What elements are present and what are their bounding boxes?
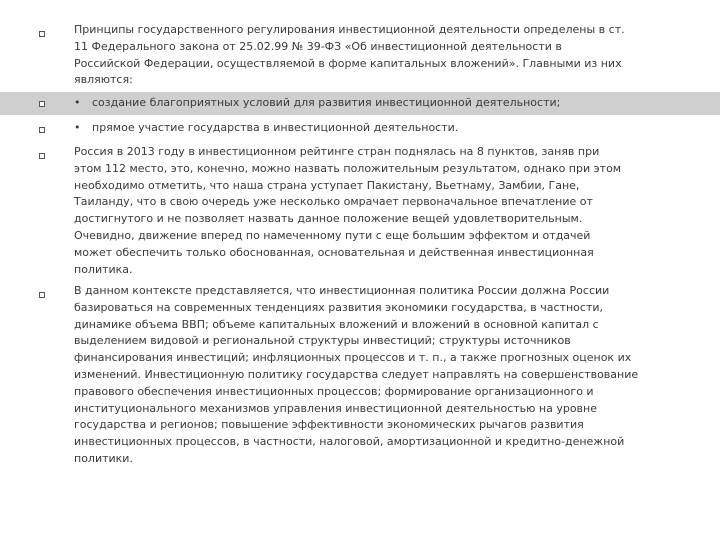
paragraph-policy: В данном контексте представляется, что инвестиционная политика России должна России базироваться на современных тенденциях развития экономики государства, в частности, динамике объема ВВП; объеме капитальных вложений и вложений в основной капитал с выделением видовой и региональной структуры инвестиций; структуры источников финансирования инвестиций; инфляционных процессов и т. п., а также прогнозных оценок их изменений. Инвестиционную политику государства следует направлять на совершенствование правового обеспечения инвестиционных процессов; формирование организационного и институционального механизмов управления инвестиционной деятельностью на уровне государства и регионов; повышение эффективности экономических рычагов развития инвестиционных процессов, в частности, налоговой, амортизационной и кредитно-денежной политики.	[74, 284, 639, 465]
sub-item-text: прямое участие государства в инвестиционной деятельности.	[92, 121, 459, 134]
square-bullet-icon	[39, 31, 45, 37]
square-bullet-icon	[39, 127, 45, 133]
dot-bullet-icon: •	[74, 121, 81, 134]
square-bullet-icon	[39, 153, 45, 159]
square-bullet-icon	[39, 101, 45, 107]
sub-item-text: создание благоприятных условий для развития инвестиционной деятельности;	[92, 96, 561, 109]
paragraph-rating: Россия в 2013 году в инвестиционном рейтинге стран поднялась на 8 пунктов, заняв при этом 112 место, это, конечно, можно назвать положительным результатом, однако при этом необходимо отметить, что наша страна уступает Пакистану, Вьетнаму, Замбии, Гане, Таиланду, что в свою очередь уже несколько омрачает первоначальное впечатление от достигнутого и не позволяет назвать данное положение вещей удовлетворительным. Очевидно, движение вперед по намеченному пути с еще большим эффектом и отдачей может обеспечить только обоснованная, основательная и действенная инвестиционная политика.	[74, 145, 622, 276]
square-bullet-icon	[39, 292, 45, 298]
paragraph-principles: Принципы государственного регулирования инвестиционной деятельности определены в ст. 11 Федерального закона от 25.02.99 № 39-ФЗ «Об инвестиционной деятельности в Российской Федерации, осуществляемой в форме капитальных вложений». Главными из них являются:	[74, 23, 625, 87]
dot-bullet-icon: •	[74, 96, 81, 109]
